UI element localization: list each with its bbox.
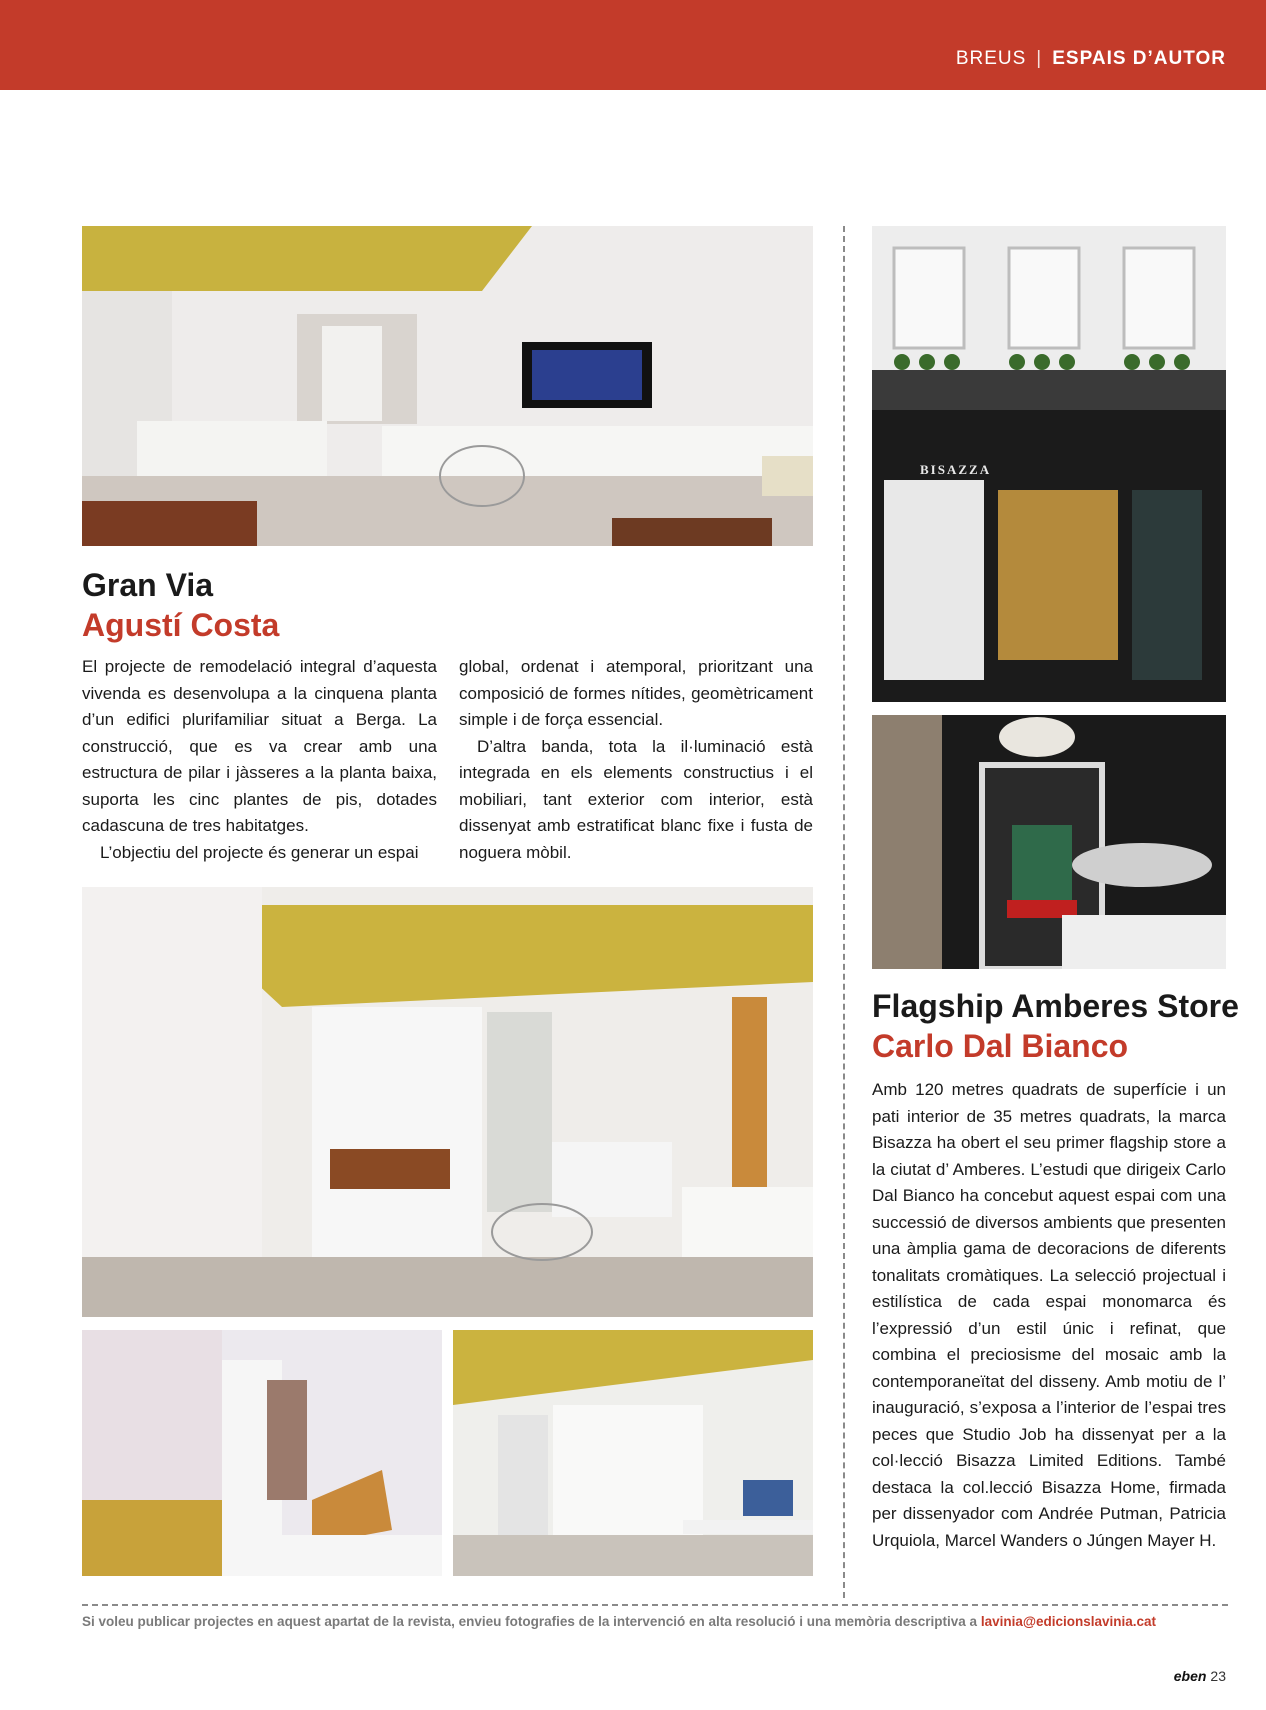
article2-author: Carlo Dal Bianco: [872, 1028, 1129, 1064]
page-number: 23: [1210, 1668, 1226, 1684]
photo-granvia-dining: [82, 887, 813, 1317]
article2-body: Amb 120 metres quadrats de superfície i un pati interior de 35 metres quadrats, la marca Bisazza ha obert el seu primer flagship store a la ciutat d’ Amberes. L’estudi que dirigeix Carlo Dal Bianco ha concebut aquest espai com una successió de diversos ambients que presenten una àmplia gama de decoracions de diferents tonalitats cromàtiques. La selecció projectual i estilística de cada espai monomarca és l’expressió d’un estil únic i refinat, que combina el preciosisme del mosaic amb la contemporaneïtat del disseny. Amb motiu de l’ inauguració, s’exposa a l’interior de l’espai tres peces que Studio Job ha dissenyat per a la col·lecció Bisazza Limited Editions. També destaca la col.lecció Bisazza Home, firmada per dissenyador com Andrée Putman, Patricia Urquiola, Marcel Wanders o Júngen Mayer H.: [872, 1080, 1226, 1550]
photo-bisazza-interior: [872, 715, 1226, 969]
section-name: BREUS: [955, 48, 1027, 69]
magazine-logo: eben: [1173, 1668, 1207, 1684]
store-sign: BISAZZA: [920, 462, 992, 477]
section-divider: |: [1036, 48, 1043, 69]
photo-granvia-office: [453, 1330, 813, 1576]
photo-bisazza-facade: [872, 226, 1226, 702]
submission-text: Si voleu publicar projectes en aquest apartat de la revista, envieu fotografies de la intervenció en alta resolució i una memòria descriptiva a: [82, 1614, 981, 1629]
footer-divider: [82, 1604, 1228, 1606]
submission-email-link[interactable]: lavinia@edicionslavinia.cat: [980, 1614, 1157, 1629]
article1-column-1: [82, 654, 437, 866]
article1-column-2: [459, 654, 813, 866]
article1-col2-para-2: D’altra banda, tota la il·luminació està integrada en els elements constructius i el mobiliari, tant exterior com interior, està dissenyat amb estratificat blanc fixe i fusta de noguera mòbil.: [459, 736, 813, 862]
article2-title: Flagship Amberes Store: [872, 988, 1239, 1024]
article1-author: Agustí Costa: [82, 607, 280, 643]
photo-granvia-bedroom: [82, 1330, 442, 1576]
article1-col2-para-1: global, ordenat i atemporal, prioritzant una composició de formes nítides, geomètricament simple i de força essencial.: [459, 657, 813, 729]
article2-column: [872, 1077, 1226, 1554]
section-label: [956, 48, 1226, 70]
photo-granvia-living-room: [82, 226, 813, 546]
column-divider: [843, 226, 845, 1598]
subsection-name: ESPAIS D’AUTOR: [1052, 48, 1226, 69]
page-folio: [1174, 1668, 1226, 1684]
article1-col1-para-2: L’objectiu del projecte és generar un espai: [100, 842, 419, 862]
article1-title: Gran Via: [82, 567, 214, 603]
header-bar: [0, 0, 1266, 90]
article1-col1-para-1: El projecte de remodelació integral d’aquesta vivenda es desenvolupa a la cinquena planta d’un edifici plurifamiliar situat a Berga. La construcció, que es va crear amb una estructura de pilar i jàsseres a la planta baixa, suporta les cinc plantes de pis, dotades cadascuna de tres habitatges.: [82, 657, 437, 835]
submission-note: [82, 1614, 1228, 1629]
